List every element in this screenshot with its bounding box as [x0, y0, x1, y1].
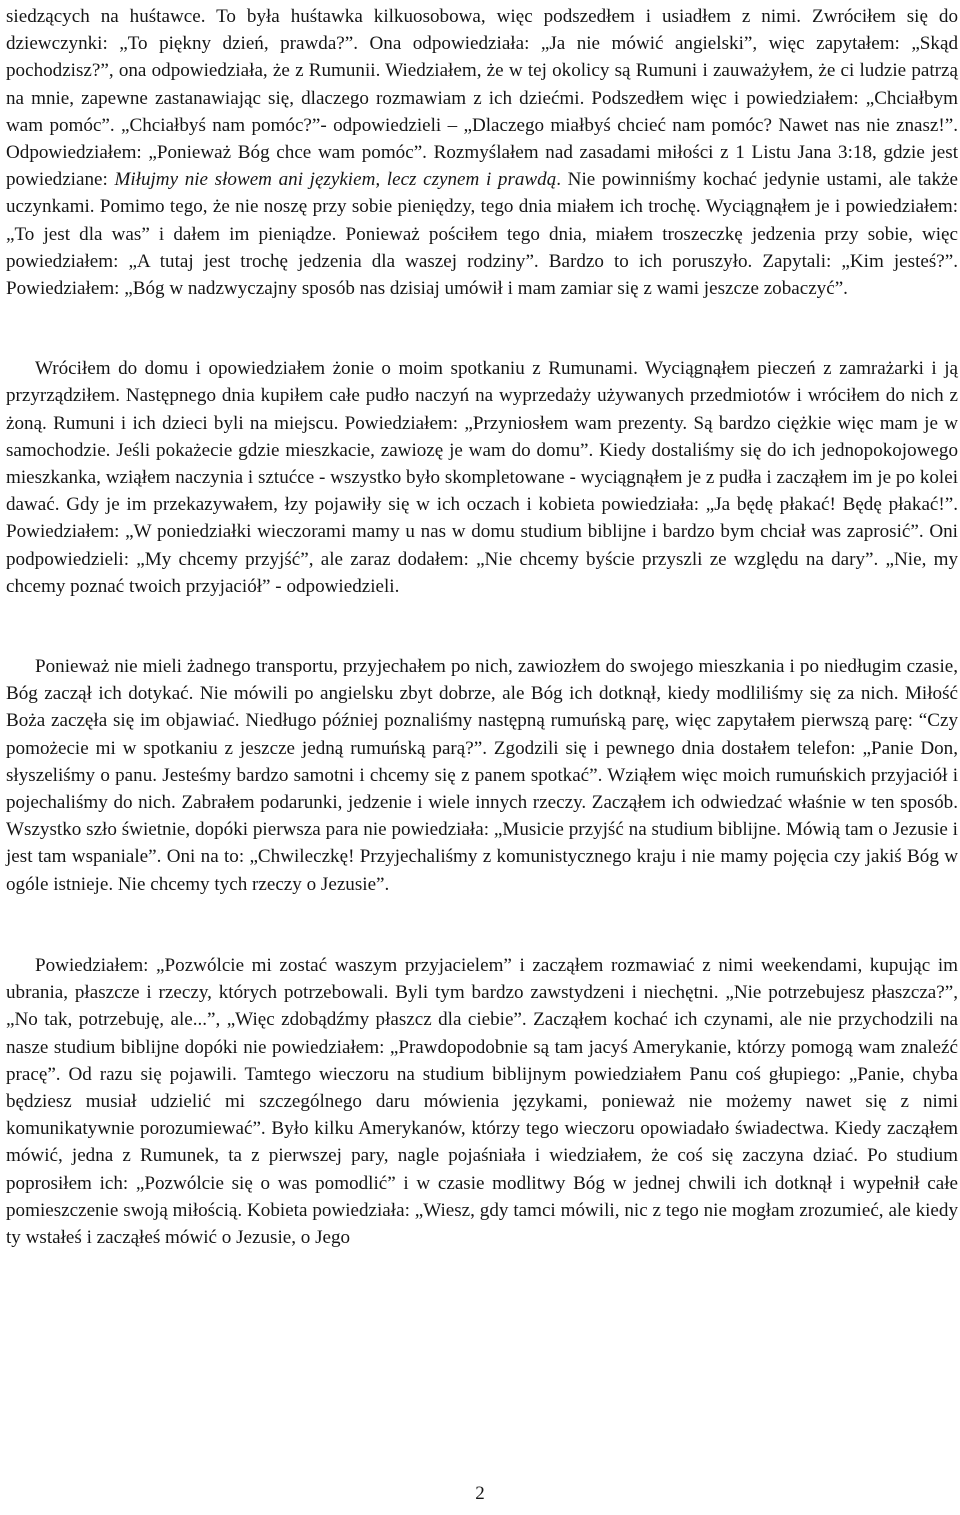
paragraph-1-text-b: . Nie powinniśmy kochać jedynie ustami, ale także uczynkami. Pomimo tego, że nie noszę przy sobie pieniędzy, tego dnia miałem ich trochę. Wyciągnąłem je i powiedziałem: „To jest dla was” i dałem im pieniądze. Ponieważ pościłem tego dnia, miałem troszeczkę jedzenia przy sobie, więc powiedziałem: „A tutaj jest trochę jedzenia dla waszej rodziny”. Bardzo to ich poruszyło. Zapytali: „Kim jesteś?”. Powiedziałem: „Bóg w nadzwyczajny sposób nas dzisiaj umówił i mam zamiar się z wami jeszcze zobaczyć”. — [6, 169, 958, 300]
paragraph-4: Powiedziałem: „Pozwólcie mi zostać waszym przyjacielem” i zacząłem rozmawiać z nimi weekendami, kupując im ubrania, płaszcze i rzeczy, których potrzebowali. Byli tym bardzo zawstydzeni i niechętni. „Nie potrzebujesz płaszcza?”, „No tak, potrzebuję, ale...”, „Więc zdobądźmy płaszcz dla ciebie”. Zacząłem kochać ich czynami, ale nie przychodzili na nasze studium biblijne dopóki nie powiedziałem: „Prawdopodobnie są tam jacyś Amerykanie, którzy pomogą wam znaleźć pracę”. Od razu się pojawili. Tamtego wieczoru na studium biblijnym powiedziałem Panu coś głupiego: „Panie, chyba będziesz musiał udzielić mi szczególnego daru mówienia językami, ponieważ nie możemy nawet się z nimi komunikatywnie porozumiewać”. Było kilku Amerykanów, którzy tego wieczoru opowiadało świadectwa. Kiedy zacząłem mówić, jedna z Rumunek, ta z pierwszej pary, nagle pojaśniała i wiedziałem, że coś się zaczyna dziać. Po studium poprosiłem ich: „Pozwólcie się o was pomodlić” i w czasie modlitwy Bóg w jednej chwili ich dotknął i wypełnił całe pomieszczenie swoją miłością. Kobieta powiedziała: „Wiesz, gdy tamci mówili, nic z tego nie mogłam zrozumieć, ale kiedy ty wstałeś i zacząłeś mówić o Jezusie, o Jego — [6, 954, 958, 1248]
paragraph-1 — [6, 3, 958, 302]
paragraph-1-text-a: siedzących na huśtawce. To była huśtawka kilkuosobowa, więc podszedłem i usiadłem z nimi. Zwróciłem się do dziewczynki: „To piękny dzień, prawda?”. Ona odpowiedziała: „Ja nie mówić angielski”, więc zapytałem: „Skąd pochodzisz?”, ona odpowiedziała, że z Rumunii. Wiedziałem, że w tej okolicy są Rumuni i zauważyłem, że ci ludzie patrzą na mnie, zapewne zastanawiając się, dlaczego rozmawiam z ich dziećmi. Podszedłem więc i powiedziałem: „Chciałbym wam pomóc”. „Chciałbyś nam pomóc?”- odpowiedzieli – „Dlaczego miałbyś chcieć nam pomóc? Nawet nas nie znasz!”. Odpowiedziałem: „Ponieważ Bóg chce wam pomóc”. Rozmyślałem nad zasadami miłości z 1 Listu Jana 3:18, gdzie jest powiedziane: — [6, 6, 958, 191]
scripture-quote: Miłujmy nie słowem ani językiem, lecz czynem i prawdą — [114, 169, 557, 191]
paragraph-3: Ponieważ nie mieli żadnego transportu, przyjechałem po nich, zawiozłem do swojego mieszkania i po niedługim czasie, Bóg zaczął ich dotykać. Nie mówili po angielsku zbyt dobrze, ale Bóg ich dotknął, kiedy modliliśmy się za nich. Miłość Boża zaczęła się im objawiać. Niedługo później poznaliśmy następną rumuńską parę, więc zapytałem pierwszą parę: “Czy pomożecie mi w spotkaniu z jeszcze jedną rumuńską parą?”. Zgodzili się i pewnego dnia dostałem telefon: „Panie Don, słyszeliśmy o panu. Jesteśmy bardzo samotni i chcemy się z panem spotkać”. Wziąłem więc moich rumuńskich przyjaciół i pojechaliśmy do nich. Zabrałem podarunki, jedzenie i wiele innych rzeczy. Zacząłem ich odwiedzać właśnie w ten sposób. Wszystko szło świetnie, dopóki pierwsza para nie powiedziała: „Musicie przyjść na studium biblijne. Mówią tam o Jezusie i jest tam wspaniale”. Oni na to: „Chwileczkę! Przyjechaliśmy z komunistycznego kraju i nie mamy pojęcia czy jakiś Bóg w ogóle istnieje. Nie chcemy tych rzeczy o Jezusie”. — [6, 656, 958, 895]
document-page — [6, 0, 958, 1251]
paragraph-spacer — [6, 898, 958, 952]
paragraph-spacer — [6, 302, 958, 355]
page-number: 2 — [475, 1483, 485, 1504]
paragraph-2: Wróciłem do domu i opowiedziałem żonie o moim spotkaniu z Rumunami. Wyciągnąłem pieczeń z zamrażarki i ją przyrządziłem. Następnego dnia kupiłem całe pudło naczyń na wyprzedaży używanych przedmiotów i wróciłem do nich z żoną. Rumuni i ich dzieci byli na miejscu. Powiedziałem: „Przyniosłem wam prezenty. Są bardzo ciężkie więc mam je w samochodzie. Jeśli pokażecie gdzie mieszkacie, zawiozę je wam do domu”. Kiedy dostaliśmy się do ich jednopokojowego mieszkanka, wziąłem naczynia i sztućce - wszystko było skompletowane - wyciągnąłem je z pudła i zacząłem im je po kolei dawać. Gdy je im przekazywałem, łzy pojawiły się w ich oczach i kobieta powiedziała: „Ja będę płakać! Będę płakać!”. Powiedziałem: „W poniedziałki wieczorami mamy u nas w domu studium biblijne i bardzo bym chciał was zaprosić”. Oni podpowiedzieli: „My chcemy przyjść”, ale zaraz dodałem: „Nie chcemy byście przyszli ze względu na dary”. „Nie, my chcemy poznać twoich przyjaciół” - odpowiedzieli. — [6, 358, 958, 597]
paragraph-spacer — [6, 600, 958, 653]
